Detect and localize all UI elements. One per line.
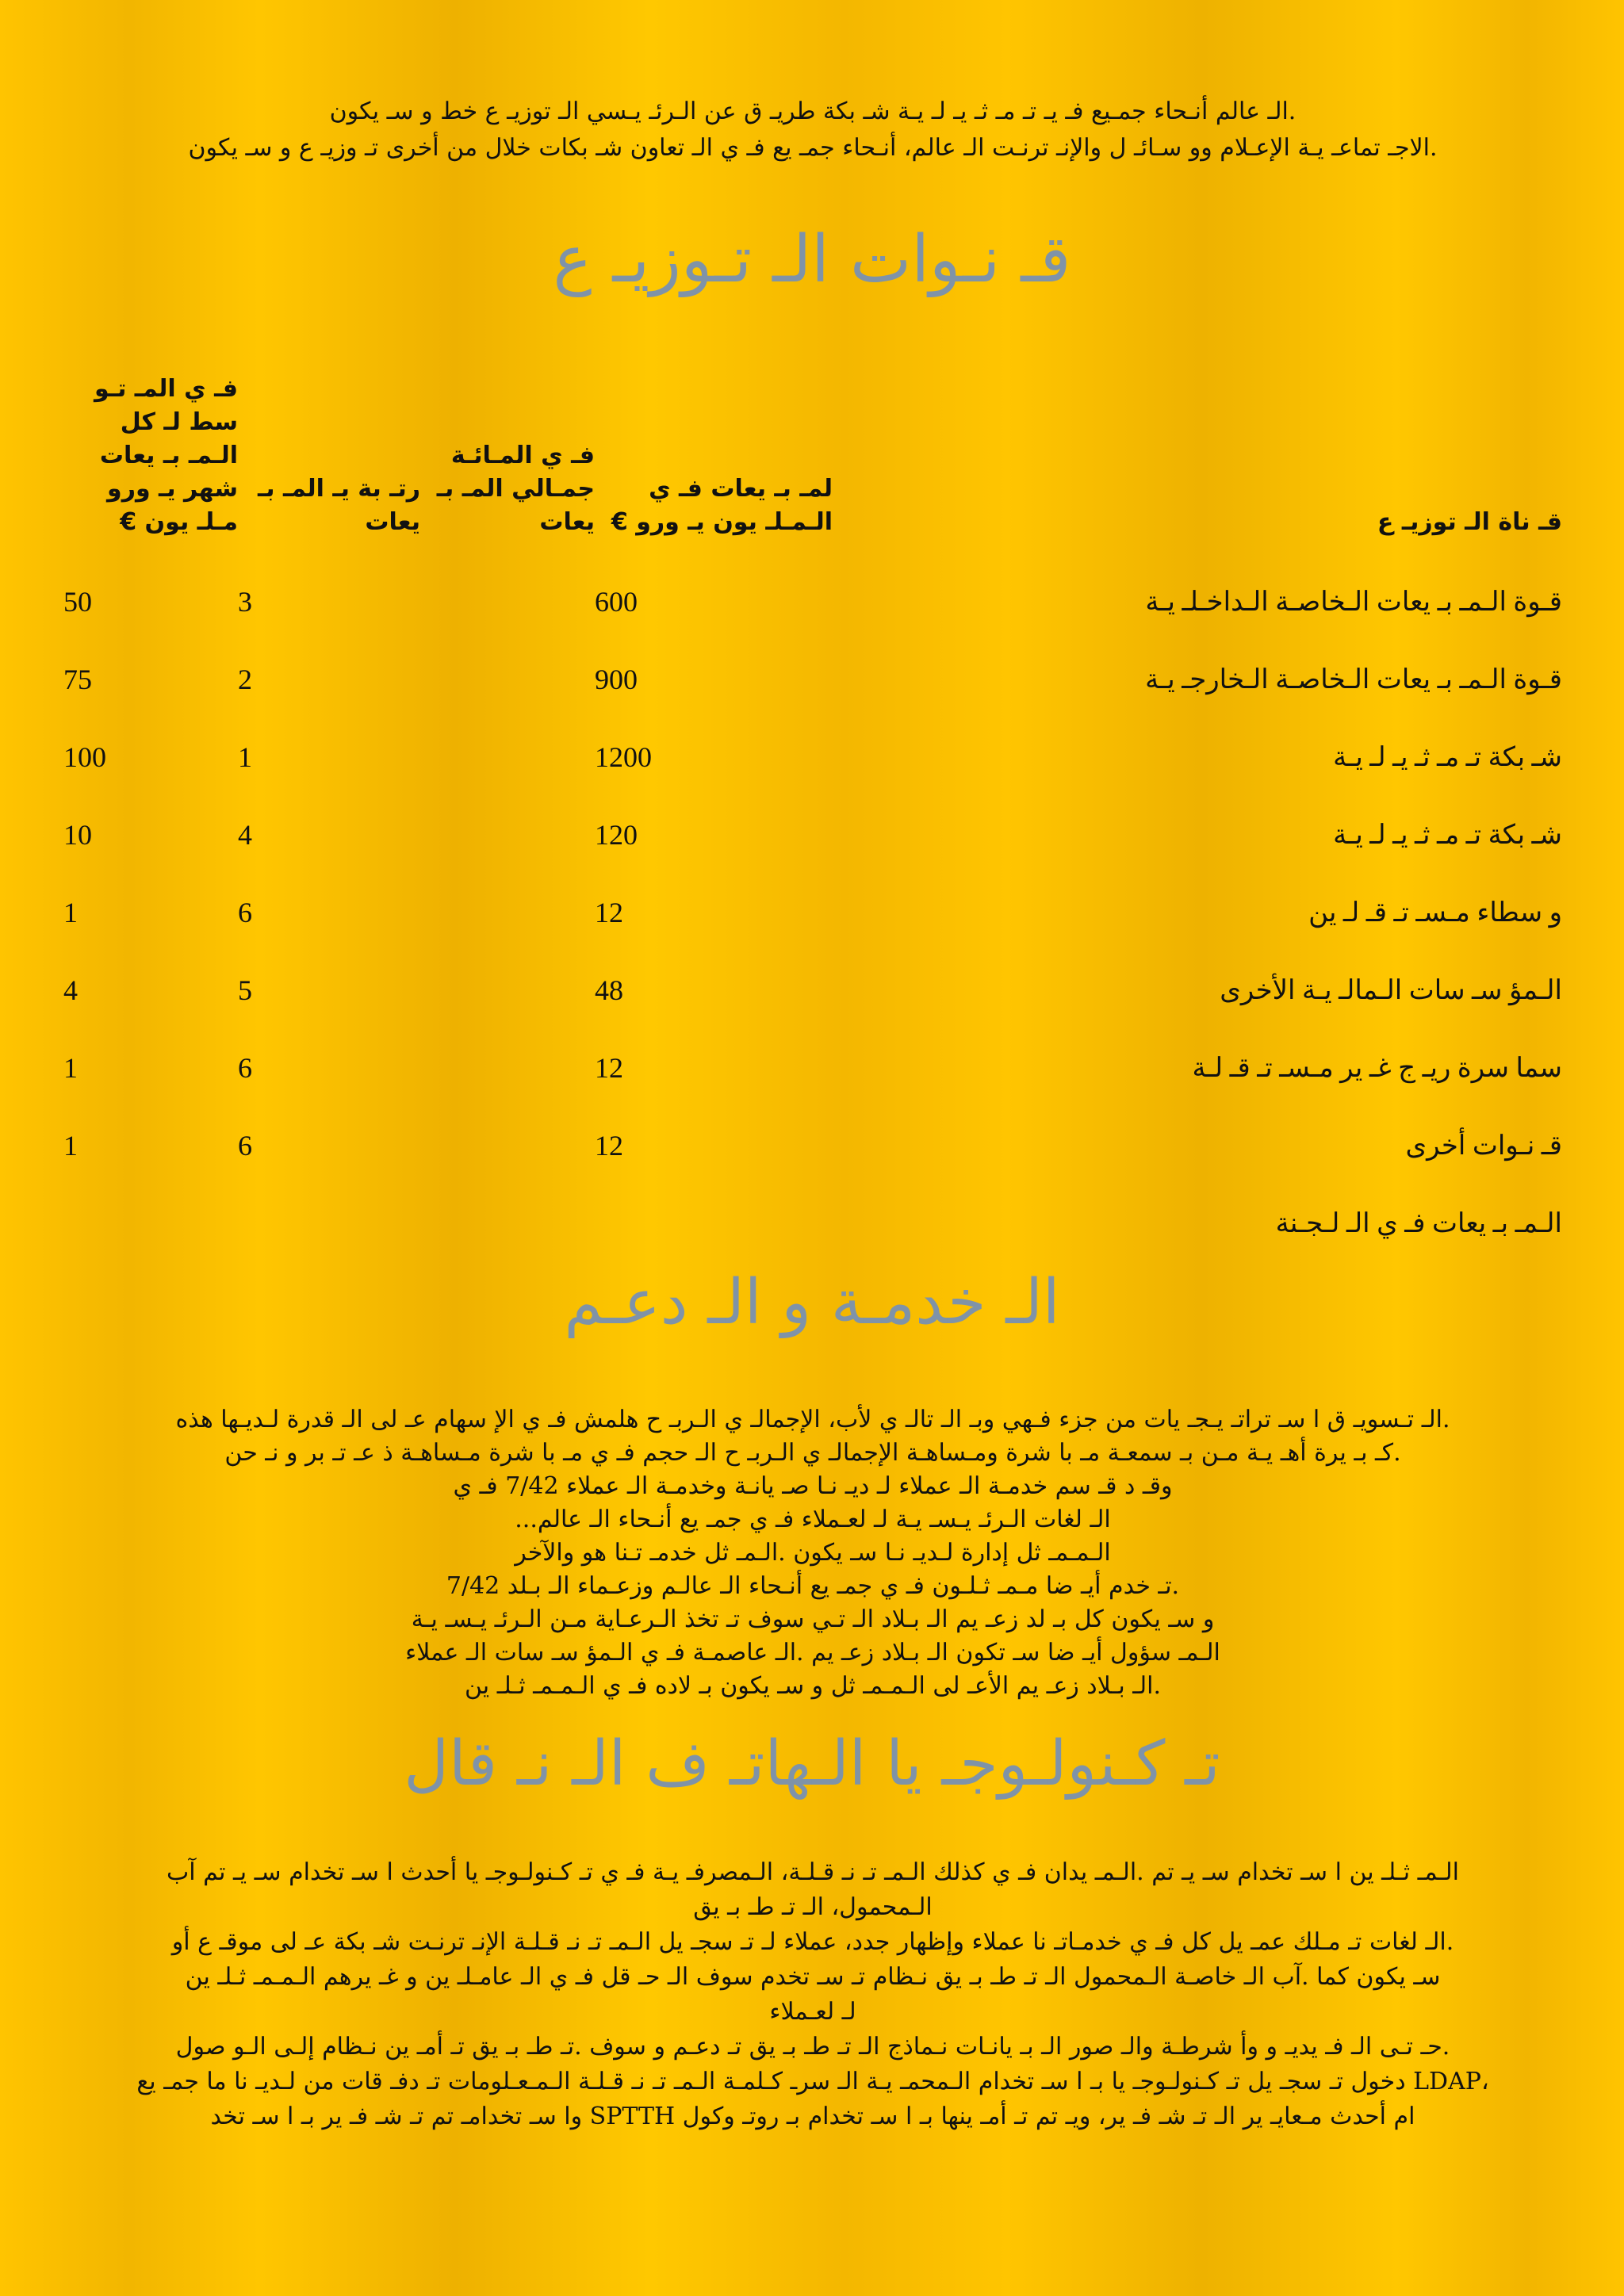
cell-average: 1 <box>63 897 78 928</box>
cell-average: 4 <box>63 974 78 1006</box>
cell-average: 1 <box>63 1052 78 1084</box>
cell-share <box>420 563 595 641</box>
cell-average <box>63 1184 238 1262</box>
cell-rank <box>238 1184 420 1262</box>
service-text <box>111 1403 1515 1703</box>
cell-average: 100 <box>63 741 106 773</box>
cell-channel: الـمـ بـ يعات فـ ي الـ لـجـنة <box>1275 1209 1562 1238</box>
tech-text <box>111 1855 1515 2134</box>
cell-channel: الـمؤ سـ سات الـمالـ يـة الأخرى <box>1220 976 1562 1005</box>
table-header-row <box>63 373 1562 563</box>
cell-share <box>420 874 595 951</box>
cell-share <box>420 1029 595 1107</box>
service-line: و سـ يكون كل بـ لد زعـ يم الـ بـلاد الـ تـي سوف تـ تخذ الـرعـاية مـن الـرئـ يـسـ يـة <box>411 1605 1215 1633</box>
cell-sales: 120 <box>595 819 638 851</box>
cell-share <box>420 641 595 718</box>
cell-channel: سما سرة ريـ ج غـ ير مـسـ تـ قـ لـة <box>1192 1054 1562 1083</box>
service-line: .الـ تـسويـ ق ا سـ تراتـ يـجـ يات من جزء فـهي وبـ الـ تالـ ي لأب، الإجمالـ ي الـربـ ح هلمش فـ ي الإ سهام عـ لى الـ قدرة لـديـها هذه <box>175 1406 1450 1433</box>
intro-text <box>95 94 1530 166</box>
cell-rank: 6 <box>238 897 252 928</box>
service-line: الـمـمـ ثل إدارة لـديـ نـا سـ يكون .الـمـ ثل خدمـ تـنا هو والآخر <box>515 1539 1111 1567</box>
cell-channel: قـوة الـمـ بـ يعات الـخاصـة الـخارجـ يـة <box>1145 665 1562 695</box>
cell-sales: 12 <box>595 1130 623 1161</box>
cell-sales: 900 <box>595 664 638 695</box>
header-rank: رتـ بة يـ المـ بـ يعات <box>258 475 420 536</box>
cell-rank: 6 <box>238 1130 252 1161</box>
cell-share <box>420 1107 595 1184</box>
cell-sales <box>595 1184 833 1262</box>
cell-rank: 4 <box>238 819 252 851</box>
cell-sales: 12 <box>595 897 623 928</box>
cell-rank: 3 <box>238 586 252 618</box>
cell-share <box>420 951 595 1029</box>
cell-channel: قـوة الـمـ بـ يعات الـخاصـة الـداخـلـ يـة <box>1145 587 1562 617</box>
service-line: وقـ د قـ سم خدمـة الـ عملاء لـ ديـ نـا صـ يانـة وخدمـة الـ عملاء 7/42 فـ ي <box>453 1472 1173 1500</box>
cell-channel: و سطاء مـسـ تـ قـ لـ ين <box>1308 898 1562 928</box>
cell-average: 10 <box>63 819 92 851</box>
tech-line: الـمحمول، الـ تـ طـ بـ يق <box>693 1893 933 1921</box>
cell-sales: 48 <box>595 974 623 1006</box>
cell-average: 50 <box>63 586 92 618</box>
cell-channel: شـ بكة تـ مـ ثـ يـ لـ يـة <box>1333 821 1562 850</box>
cell-channel: شـ بكة تـ مـ ثـ يـ لـ يـة <box>1333 743 1562 772</box>
table-row <box>63 951 1562 1029</box>
table-row <box>63 718 1562 796</box>
service-line: الـمـ سؤول أيـ ضا سـ تكون الـ بـلاد زعـ يم .الـ عاصمـة فـ ي الـمؤ سـ سات الـ عملاء <box>405 1639 1220 1667</box>
cell-sales: 600 <box>595 586 638 618</box>
header-average: فـ ي المـ تـو سط لـ كل الـمـ بـ يعات شهر يـ ورو مـلـ يون € <box>94 375 238 536</box>
tech-line: الـمـ ثـلـ ين ا سـ تخدام سـ يـ تم .الـمـ يدان فـ ي كذلك الـمـ تـ نـ قـلـة، الـمصرفـ يـة فـ ي تـ كـنولـوجـ يا أحدث ا سـ تخدام سـ يـ تم آب <box>167 1858 1459 1886</box>
cell-sales: 12 <box>595 1052 623 1084</box>
tech-line: .حـ تـى الـ فـ يديـ و وأ شرطـة والـ صور الـ بـ يانـات نـماذج الـ تـ طـ بـ يق تـ دعـم و سوف .تـ طـ بـ يق تـ أمـ ين نـظام إلـى الـو صول <box>175 2033 1450 2061</box>
distribution-table <box>63 373 1562 1262</box>
cell-rank: 2 <box>238 664 252 695</box>
cell-share <box>420 718 595 796</box>
section-title-mobile-tech: تـ كـنولـوجـ يا الـهاتـ ف الـ نـ قال <box>404 1728 1220 1800</box>
cell-rank: 5 <box>238 974 252 1006</box>
tech-line: لـ لعـملاء <box>769 1998 856 2026</box>
cell-average: 1 <box>63 1130 78 1161</box>
service-line: .كـ بـ يرة أهـ يـة مـن بـ سمعـة مـ با شرة ومـساهـة الإجمالـ ي الـربـ ح الـ حجم فـ ي مـ با شرة مـساهـة ذ عـ تـ بر و نـ حن <box>224 1439 1401 1467</box>
table-row <box>63 874 1562 951</box>
intro-line: .الـ عالم أنـحاء جمـيع فـ يـ تـ مـ ثـ يـ لـ يـة شـ بكة طريـ ق عن الـرئـ يـسي الـ توزيـ ع خط و سـ يكون <box>329 98 1297 125</box>
cell-channel: قـ نـوات أخرى <box>1405 1131 1562 1161</box>
section-title-channels: قـ نـوات الـ تـوزيـ ع <box>553 222 1071 297</box>
table-row <box>63 1107 1562 1184</box>
service-line: .تـ خدم أيـ ضا مـمـ ثـلـون فـ ي جمـ يع أنـحاء الـ عالـم وزعـماء الـ بـلد 7/42 <box>446 1572 1180 1600</box>
tech-line: .الـ لغات تـ مـلك عمـ يل كل فـ ي خدمـاتـ نا عملاء وإظهار جدد، عملاء لـ تـ سجـ يل الـمـ تـ نـ قـلـة الإنـ ترنـت شـ بكة عـ لى موقـ ع أو <box>171 1928 1454 1956</box>
cell-share <box>420 1184 595 1262</box>
tech-line: سـ يكون كما .آب الـ خاصـة الـمحمول الـ تـ طـ بـ يق نـظام تـ سـ تخدم سوف الـ حـ قل فـ ي الـ عامـلـ ين و غـ يرهم الـمـمـ ثـلـ ين <box>185 1963 1441 1991</box>
header-share: فـ ي المـائـة جمـالي المـ بـ يعات <box>436 442 595 536</box>
cell-share <box>420 796 595 874</box>
section-title-service: الـ خدمـة و الـ دعـم <box>564 1267 1060 1338</box>
table-row <box>63 796 1562 874</box>
cell-rank: 1 <box>238 741 252 773</box>
intro-line: .الاجـ تماعـ يـة الإعـلام وو سـائـ ل والإنـ ترنـت الـ عالم، أنـحاء جمـ يع فـ ي الـ تعاون شـ بكات خلال من أخرى تـ وزيـ ع و سـ يكون <box>188 134 1438 162</box>
service-line: .الـ بـلاد زعـ يم الأعـ لى الـمـمـ ثل و سـ يكون بـ لاده فـ ي الـمـمـ ثـلـ ين <box>464 1672 1162 1700</box>
service-line: الـ لغات الـرئـ يـسـ يـة لـ لعـملاء فـ ي جمـ يع أنـحاء الـ عالم... <box>515 1506 1111 1533</box>
table-row <box>63 563 1562 641</box>
table-row <box>63 1184 1562 1262</box>
cell-average: 75 <box>63 664 92 695</box>
table-row <box>63 1029 1562 1107</box>
table-row <box>63 641 1562 718</box>
tech-line: ام أحدث مـعايـ ير الـ تـ شـ فـ ير، ويـ تم تـ أمـ ينها بـ ا سـ تخدام بـ روتـ وكول SPTTH وا سـ تخدامـ تم تـ شـ فـ ير بـ ا سـ تخد <box>210 2103 1415 2130</box>
tech-line: ،LDAP دخول تـ سجـ يل تـ كـنولـوجـ يا بـ ا سـ تخدام الـمحمـ يـة الـ سرـ كـلمـة الـمـ تـ نـ قـلـة الـمـعـلومات تـ دفـ قات من لـديـ نا ما جمـ يع <box>136 2068 1489 2095</box>
header-sales: لمـ بـ يعات فـ ي الـمـلـ يون يـ ورو € <box>611 475 833 536</box>
cell-sales: 1200 <box>595 741 652 773</box>
cell-rank: 6 <box>238 1052 252 1084</box>
header-channel: قـ ناة الـ توزيـ ع <box>1377 508 1562 536</box>
